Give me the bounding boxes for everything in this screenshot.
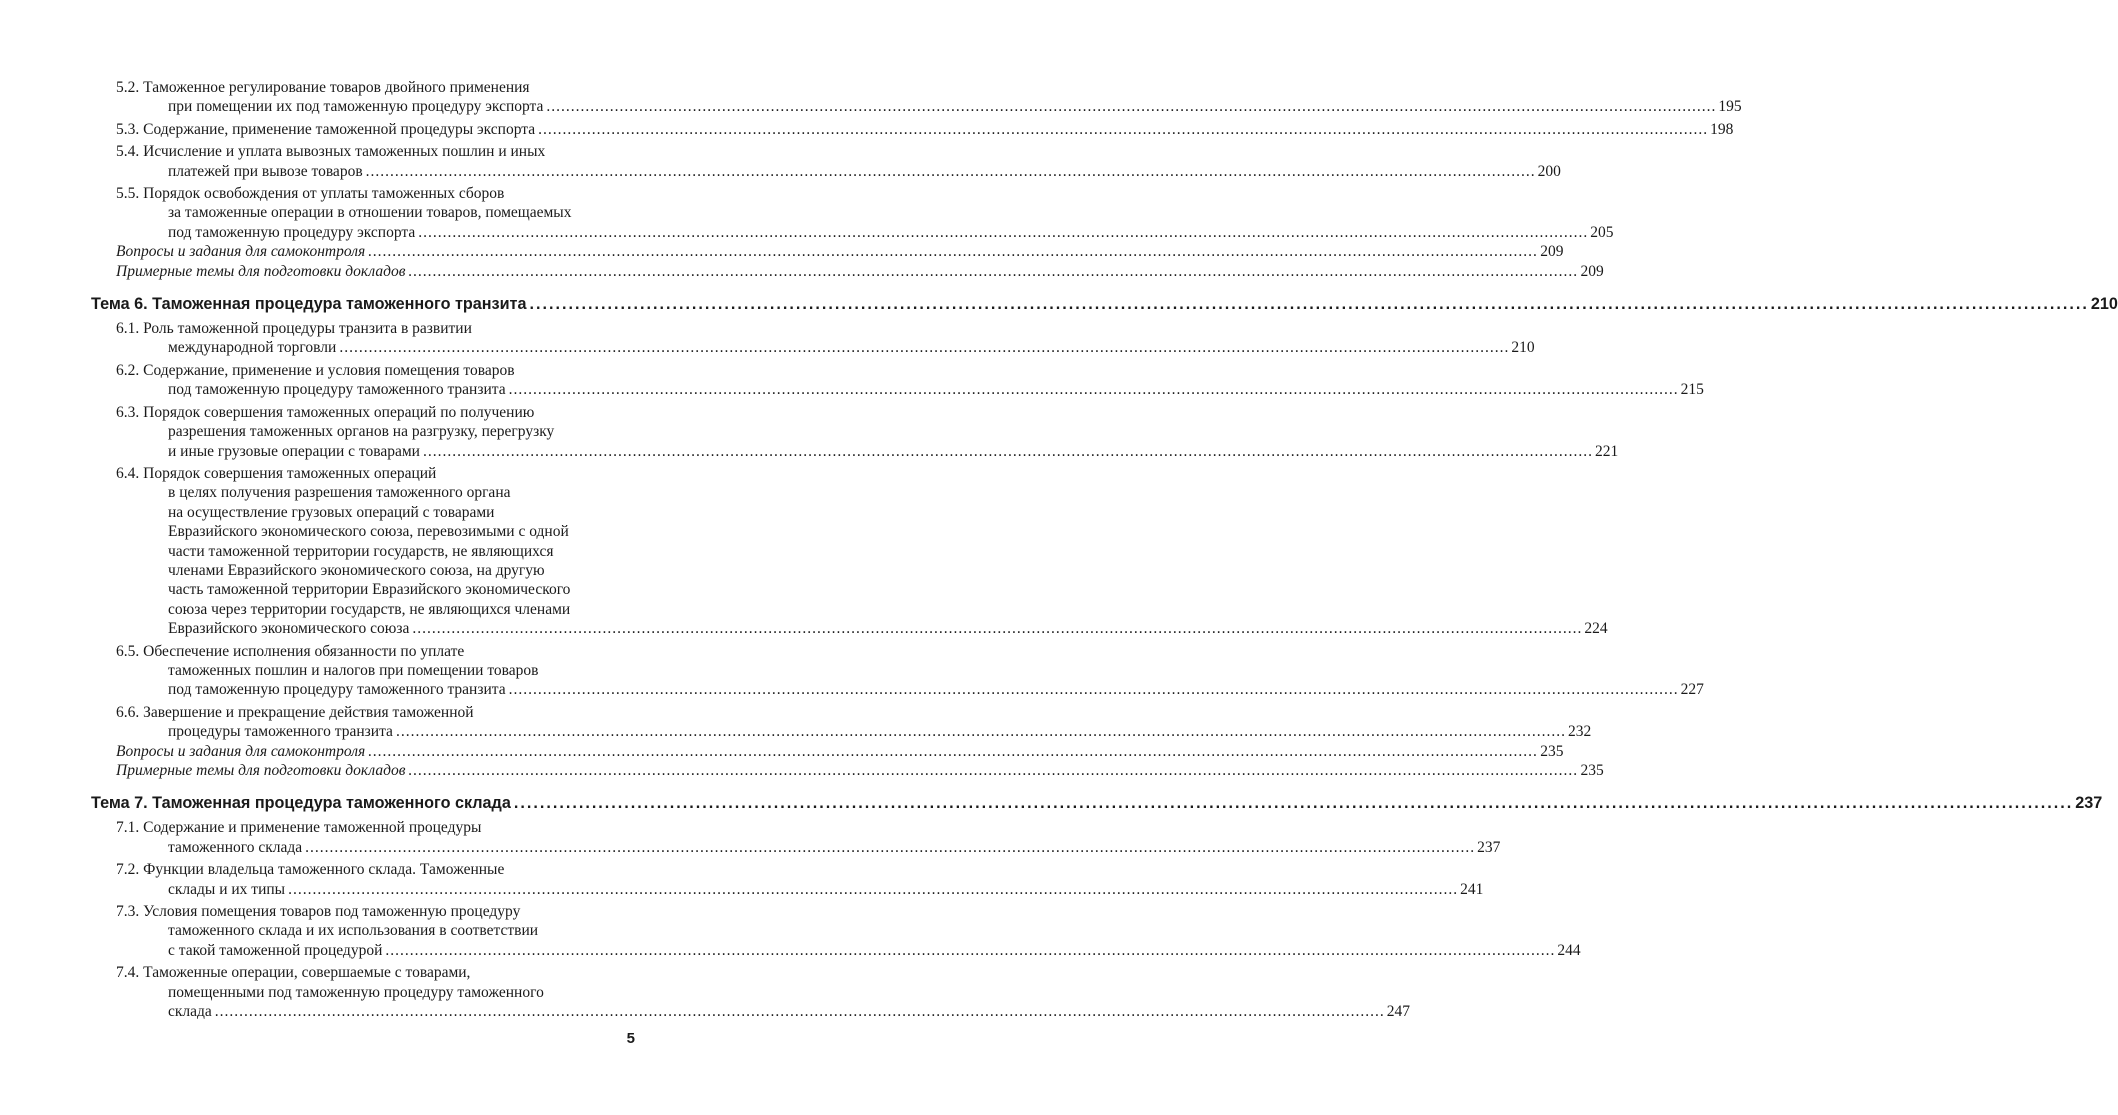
toc-entry-line: под таможенную процедуру экспорта [168,223,416,241]
toc-entry-line: членами Евразийского экономического союза, на другую [168,561,545,579]
toc-page-number: 235 [1540,742,1564,760]
dot-leader: ................................................................................................................................................................................................................................................ [288,880,1459,898]
toc-entry-last-line [116,941,1581,960]
dot-leader: ................................................................................................................................................................................................................................................ [385,941,1556,959]
toc-page-number: 237 [2075,794,2103,813]
toc-entry-line: 6.3. Порядок совершения таможенных операций по получению [116,403,535,421]
toc-entry-line: помещенными под таможенную процедуру таможенного [168,983,544,1001]
toc-section-item [91,361,1704,400]
toc-page-number: 209 [1540,243,1564,261]
toc-entry-line: 6.1. Роль таможенной процедуры транзита в развитии [116,320,472,338]
toc-entry-line: за таможенные операции в отношении товаров, помещаемых [168,204,572,222]
toc-entry-line: Тема 7. Таможенная процедура таможенного склада [91,794,511,813]
toc-page-number: 224 [1584,620,1608,638]
toc-entry-line: Примерные темы для подготовки докладов [116,262,406,280]
toc-entry-line: Вопросы и задания для самоконтроля [116,243,366,261]
toc-entry-last-line [116,162,1561,181]
toc-section-item [91,184,1614,242]
toc-entry-line: с такой таможенной процедурой [168,941,383,959]
toc-entry-line: процедуры таможенного транзита [168,723,393,741]
toc-review-item [91,242,1564,261]
table-of-contents [91,78,2118,1021]
toc-review-item [91,262,1604,281]
toc-entry-line: при помещении их под таможенную процедуру экспорта [168,98,544,116]
toc-entry-last-line [116,680,1704,699]
dot-leader: ................................................................................................................................................................................................................................................ [412,620,1583,638]
toc-entry-line: 6.5. Обеспечение исполнения обязанности по уплате [116,642,465,660]
dot-leader: ................................................................................................................................................................................................................................................ [408,262,1579,280]
toc-entry-line: на осуществление грузовых операций с товарами [168,503,495,521]
dot-leader: ................................................................................................................................................................................................................................................ [508,381,1679,399]
toc-entry-line: 5.5. Порядок освобождения от уплаты таможенных сборов [116,185,505,203]
toc-entry-last-line [116,838,1501,857]
toc-entry-last-line [116,442,1619,461]
toc-entry-last-line [116,223,1614,242]
toc-entry-last-line [116,242,1564,261]
toc-section-item [91,703,1592,742]
dot-leader: ................................................................................................................................................................................................................................................ [214,1003,1385,1021]
toc-entry-line: таможенного склада и их использования в соответствии [168,922,539,940]
dot-leader: ................................................................................................................................................................................................................................................ [339,339,1510,357]
toc-review-item [91,742,1564,761]
toc-page-number: 210 [2090,295,2118,314]
toc-entry-line: под таможенную процедуру таможенного транзита [168,681,506,699]
toc-page-number: 232 [1567,723,1592,741]
toc-entry-line: 7.1. Содержание и применение таможенной процедуры [116,819,482,837]
toc-entry-line: 6.4. Порядок совершения таможенных операций [116,464,437,482]
dot-leader: ................................................................................................................................................................................................................................................ [365,162,1536,180]
page-number: 5 [626,1030,635,1047]
toc-page-number: 200 [1537,162,1561,180]
toc-entry-line: части таможенной территории государств, не являющихся [168,542,554,560]
toc-section-item [91,464,1608,639]
toc-page-number: 244 [1557,941,1581,959]
toc-section-item [91,120,1734,139]
toc-section-item [91,642,1704,700]
dot-leader: ................................................................................................................................................................................................................................................ [422,442,1593,460]
toc-entry-line: Тема 6. Таможенная процедура таможенного транзита [91,295,527,314]
toc-entry-line: 5.2. Таможенное регулирование товаров двойного применения [116,79,530,96]
toc-entry-line: Евразийского экономического союза [168,620,410,638]
toc-entry-line: Вопросы и задания для самоконтроля [116,742,366,760]
toc-entry-line: таможенного склада [168,838,303,856]
toc-entry-last-line [116,619,1608,638]
toc-page-number: 198 [1710,120,1734,138]
toc-entry-line: платежей при вывозе товаров [168,162,363,180]
toc-page-number: 195 [1718,98,1742,116]
dot-leader: ................................................................................................................................................................................................................................................ [368,243,1539,261]
dot-leader: ................................................................................................................................................................................................................................................ [305,838,1476,856]
toc-entry-line: 5.3. Содержание, применение таможенной процедуры экспорта [116,120,536,138]
toc-entry-line: 7.4. Таможенные операции, совершаемые с товарами, [116,964,471,982]
toc-entry-line: Примерные темы для подготовки докладов [116,762,406,779]
toc-entry-last-line [91,793,2103,814]
toc-entry-last-line [116,262,1604,281]
toc-entry-last-line [116,97,1742,116]
dot-leader: ................................................................................................................................................................................................................................................ [395,723,1566,741]
toc-page-number: 227 [1680,681,1704,699]
toc-page-number: 209 [1580,262,1604,280]
toc-entry-last-line [116,761,1604,780]
toc-entry-line: Евразийского экономического союза, перевозимыми с одной [168,523,569,541]
toc-entry-last-line [116,338,1535,357]
toc-entry-last-line [116,880,1484,899]
toc-entry-line: под таможенную процедуру таможенного транзита [168,381,506,399]
toc-entry-line: 5.4. Исчисление и уплата вывозных таможенных пошлин и иных [116,143,546,161]
toc-entry-line: 7.2. Функции владельца таможенного склада. Таможенные [116,861,505,879]
toc-section-item [91,142,1561,181]
toc-entry-line: склада [168,1003,212,1021]
dot-leader: ................................................................................................................................................................................................................................................ [538,120,1709,138]
toc-entry-line: 7.3. Условия помещения товаров под таможенную процедуру [116,903,521,921]
toc-chapter-heading [91,793,2103,814]
toc-entry-line: склады и их типы [168,880,286,898]
toc-page-number: 221 [1594,442,1619,460]
toc-entry-last-line [116,120,1734,139]
toc-page-number: 235 [1580,762,1604,779]
toc-entry-last-line [116,380,1704,399]
toc-entry-line: 6.6. Завершение и прекращение действия таможенной [116,703,474,721]
toc-section-item [91,319,1535,358]
toc-entry-line: часть таможенной территории Евразийского экономического [168,581,571,599]
toc-entry-line: таможенных пошлин и налогов при помещении товаров [168,661,539,679]
dot-leader: ................................................................................................................................................................................................................................................ [508,681,1679,699]
dot-leader: ................................................................................................................................................................................................................................................ [408,762,1579,779]
toc-entry-last-line [91,294,2118,315]
dot-leader: ................................................................................................................................................................................................................................................ [546,98,1717,116]
toc-chapter-heading [91,294,2118,315]
dot-leader: ................................................................................................................................................................................................................................................ [368,742,1539,760]
toc-entry-line: в целях получения разрешения таможенного органа [168,484,511,502]
toc-page-number: 215 [1680,381,1704,399]
toc-page-number: 237 [1477,838,1501,856]
toc-section-item [91,902,1581,960]
dot-leader: ................................................................................................................................................................................................................................................ [529,295,2089,314]
toc-entry-line: разрешения таможенных органов на разгрузку, перегрузку [168,423,555,441]
toc-section-item [91,78,1742,117]
toc-entry-last-line [116,742,1564,761]
toc-review-item [91,761,1604,780]
toc-entry-line: международной торговли [168,339,337,357]
toc-entry-last-line [116,1002,1411,1021]
dot-leader: ................................................................................................................................................................................................................................................ [418,223,1589,241]
toc-page-number: 205 [1590,223,1614,241]
toc-entry-line: и иные грузовые операции с товарами [168,442,420,460]
toc-entry-last-line [116,722,1592,741]
toc-entry-line: союза через территории государств, не являющихся членами [168,600,571,618]
toc-section-item [91,818,1501,857]
toc-page-number: 210 [1511,339,1535,357]
toc-page-number: 241 [1460,880,1484,898]
toc-section-item [91,963,1411,1021]
toc-entry-line: 6.2. Содержание, применение и условия помещения товаров [116,361,515,379]
toc-section-item [91,860,1484,899]
toc-page-number: 247 [1386,1003,1411,1021]
toc-section-item [91,403,1619,461]
dot-leader: ................................................................................................................................................................................................................................................ [513,794,2074,813]
